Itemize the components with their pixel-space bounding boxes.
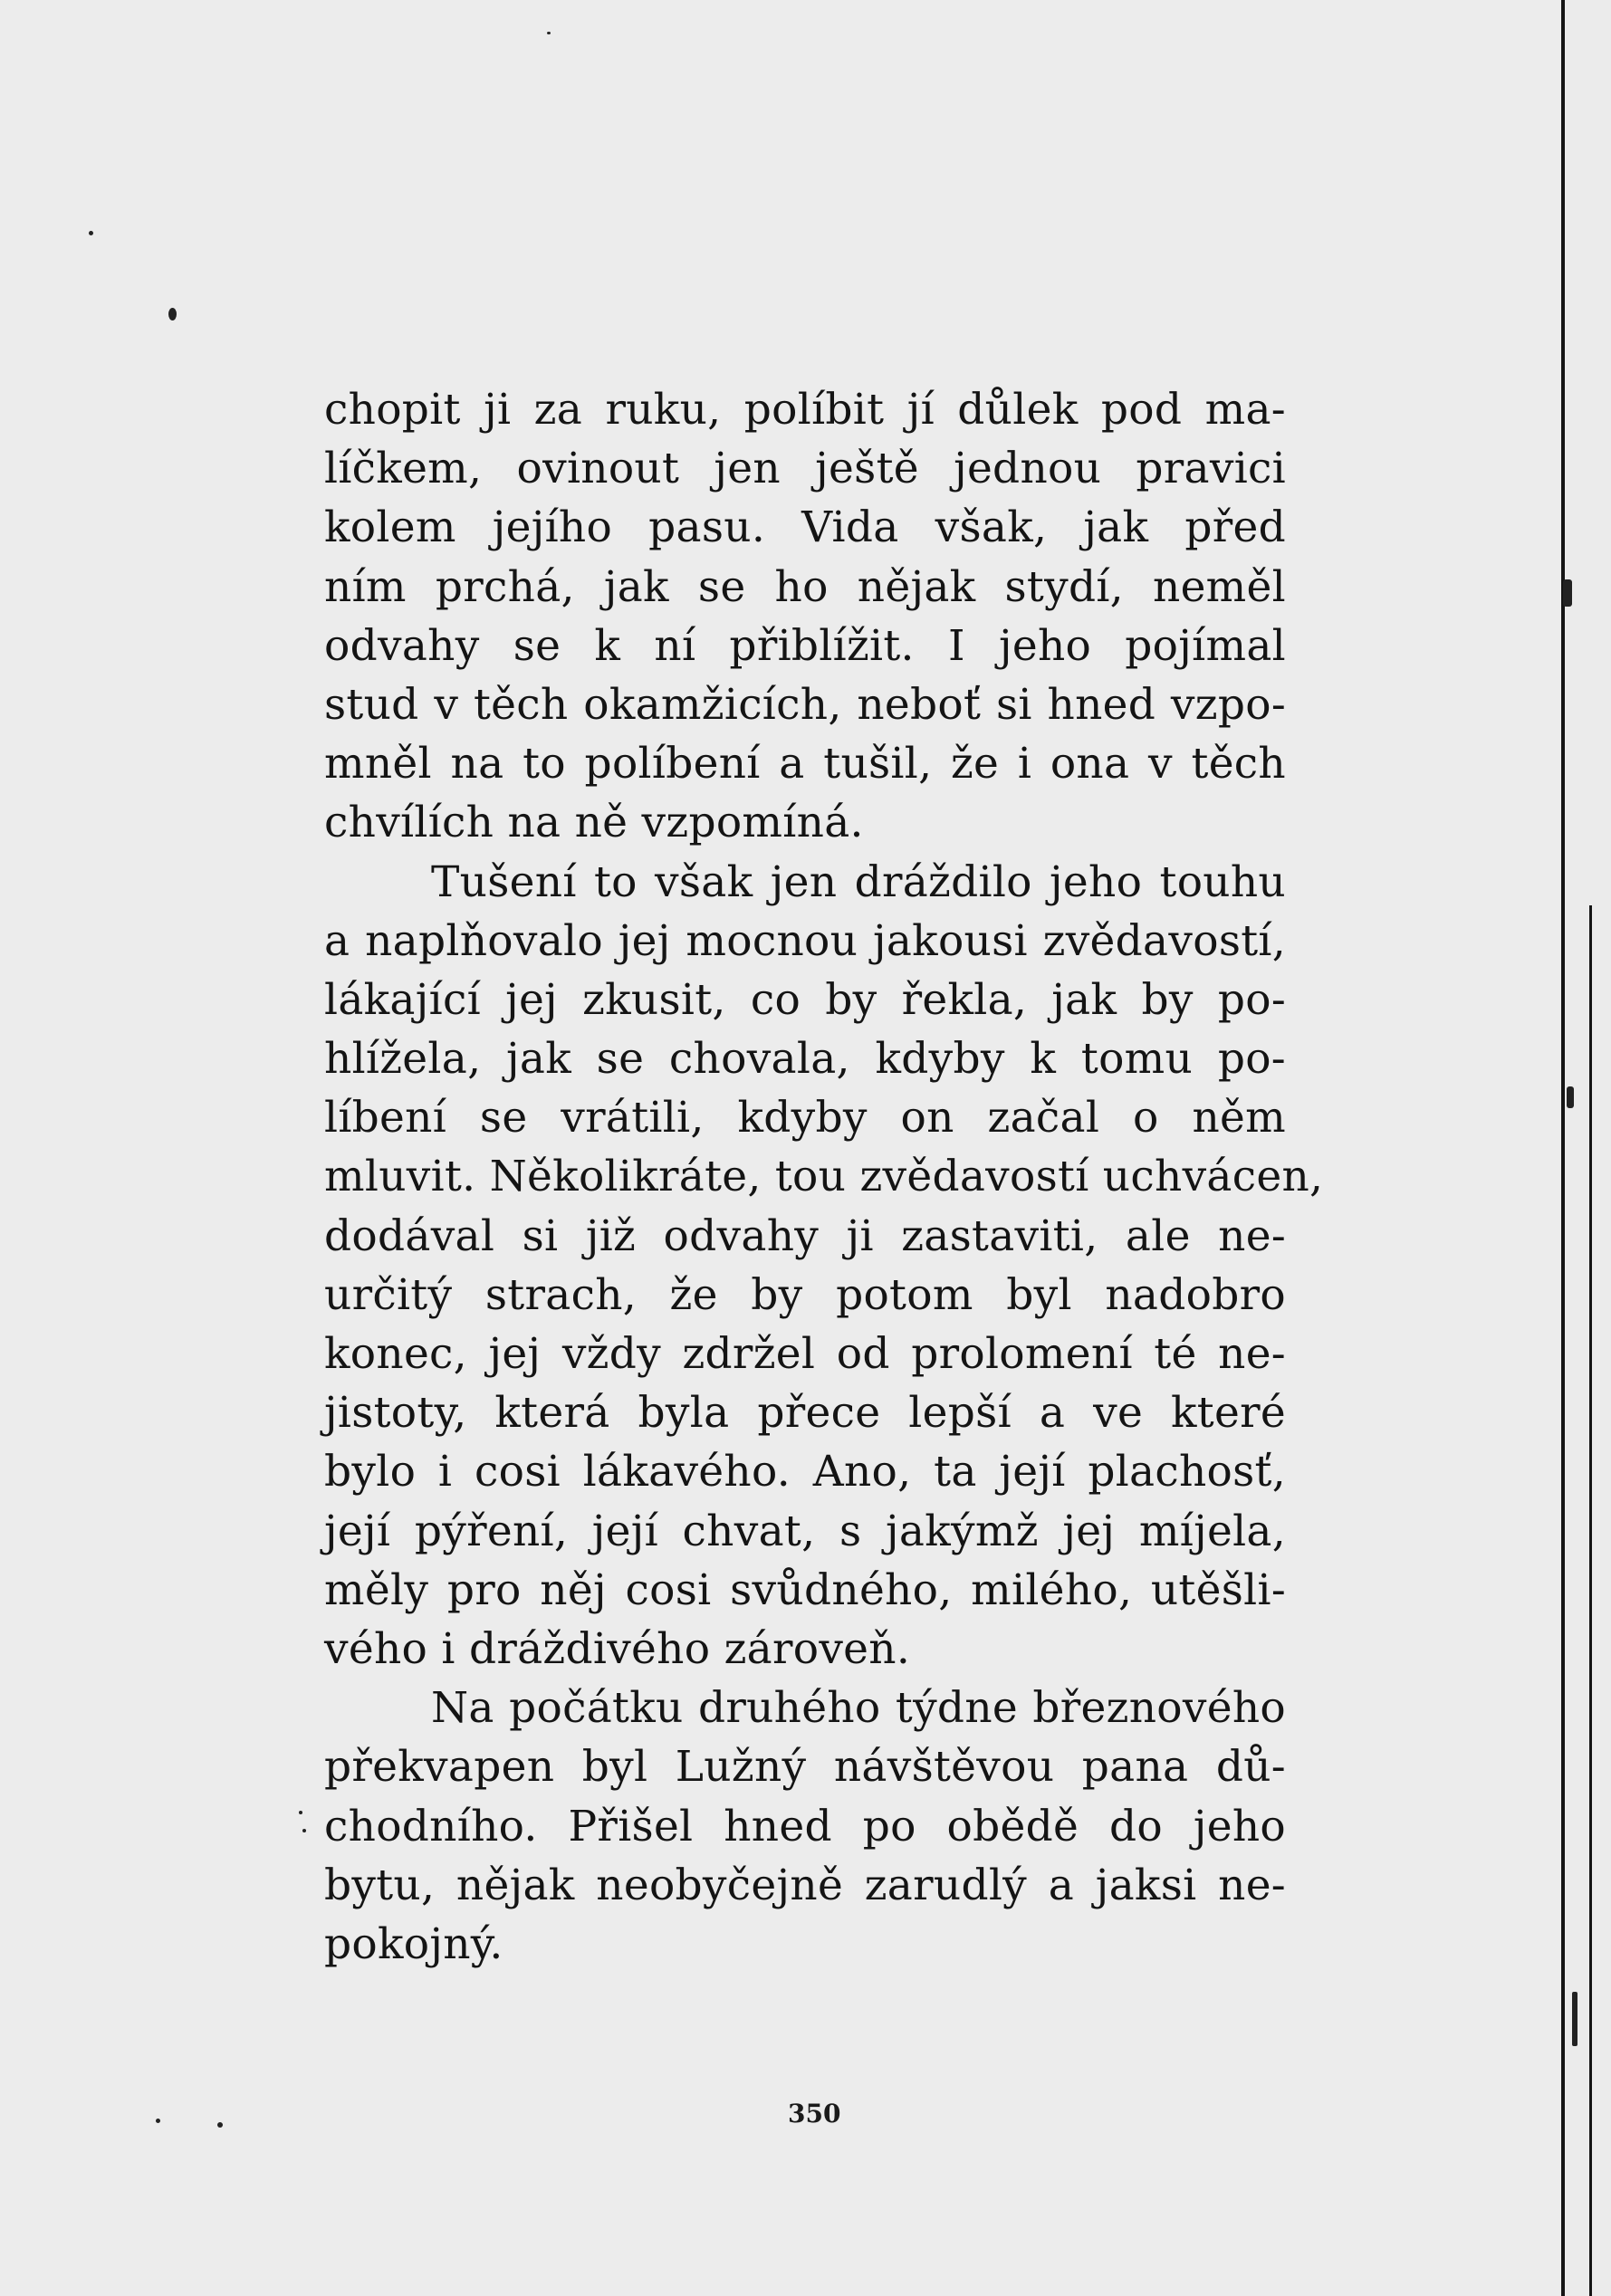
ink-speck — [547, 32, 551, 34]
page-number: 350 — [788, 2099, 841, 2129]
ink-speck — [168, 308, 177, 320]
text-line: líčkem, ovinout jen ještě jednou pravici — [324, 444, 1286, 494]
text-line: chodního. Přišel hned po obědě do jeho — [324, 1801, 1286, 1851]
text-line: určitý strach, že by potom byl nadobro — [324, 1269, 1286, 1320]
text-line: lákající jej zkusit, co by řekla, jak by po- — [324, 974, 1286, 1025]
text-line: mluvit. Několikráte, tou zvědavostí uchvácen, — [324, 1152, 1324, 1202]
text-line: bytu, nějak neobyčejně zarudlý a jaksi ne- — [324, 1860, 1286, 1910]
ink-speck — [302, 1829, 306, 1832]
text-line: kolem jejího pasu. Vida však, jak před — [324, 502, 1286, 553]
edge-shadow-line — [1561, 0, 1565, 2296]
text-line: chvílích na ně vzpomíná. — [324, 798, 864, 848]
text-line: Tušení to však jen dráždilo jeho touhu — [431, 856, 1286, 907]
edge-shadow-line — [1589, 905, 1592, 2296]
text-line: ním prchá, jak se ho nějak stydí, neměl — [324, 561, 1286, 612]
ink-speck — [1563, 579, 1572, 607]
text-line: Na počátku druhého týdne březnového — [431, 1683, 1286, 1734]
page-edge — [1564, 0, 1611, 2296]
ink-speck — [1567, 1086, 1574, 1108]
ink-speck — [1572, 1992, 1577, 2046]
text-line: konec, jej vždy zdržel od prolomení té ne- — [324, 1329, 1286, 1379]
text-line: dodával si již odvahy ji zastaviti, ale ne- — [324, 1210, 1286, 1261]
text-line: její pýření, její chvat, s jakýmž jej míjela, — [324, 1506, 1286, 1556]
text-line: vého i dráždivého zároveň. — [324, 1623, 911, 1674]
text-line: stud v těch okamžicích, neboť si hned vzpo- — [324, 679, 1286, 730]
ink-speck — [89, 231, 93, 235]
text-line: a naplňovalo jej mocnou jakousi zvědavostí, — [324, 915, 1286, 966]
text-line: pokojný. — [324, 1918, 503, 1969]
text-line: líbení se vrátili, kdyby on začal o něm — [324, 1093, 1286, 1143]
text-line: překvapen byl Lužný návštěvou pana dů- — [324, 1742, 1286, 1793]
ink-speck — [156, 2119, 160, 2123]
ink-speck — [217, 2122, 223, 2128]
text-line: bylo i cosi lákavého. Ano, ta její plachosť, — [324, 1447, 1286, 1497]
text-line: chopit ji za ruku, políbit jí důlek pod ma- — [324, 385, 1286, 435]
text-line: jistoty, která byla přece lepší a ve které — [324, 1388, 1286, 1439]
ink-speck — [299, 1811, 302, 1814]
text-line: odvahy se k ní přiblížit. I jeho pojímal — [324, 620, 1286, 671]
text-line: měly pro něj cosi svůdného, milého, utěšli- — [324, 1564, 1286, 1615]
text-line: mněl na to políbení a tušil, že i ona v těch — [324, 739, 1286, 789]
text-line: hlížela, jak se chovala, kdyby k tomu po- — [324, 1034, 1286, 1085]
body-text — [324, 380, 1324, 1974]
